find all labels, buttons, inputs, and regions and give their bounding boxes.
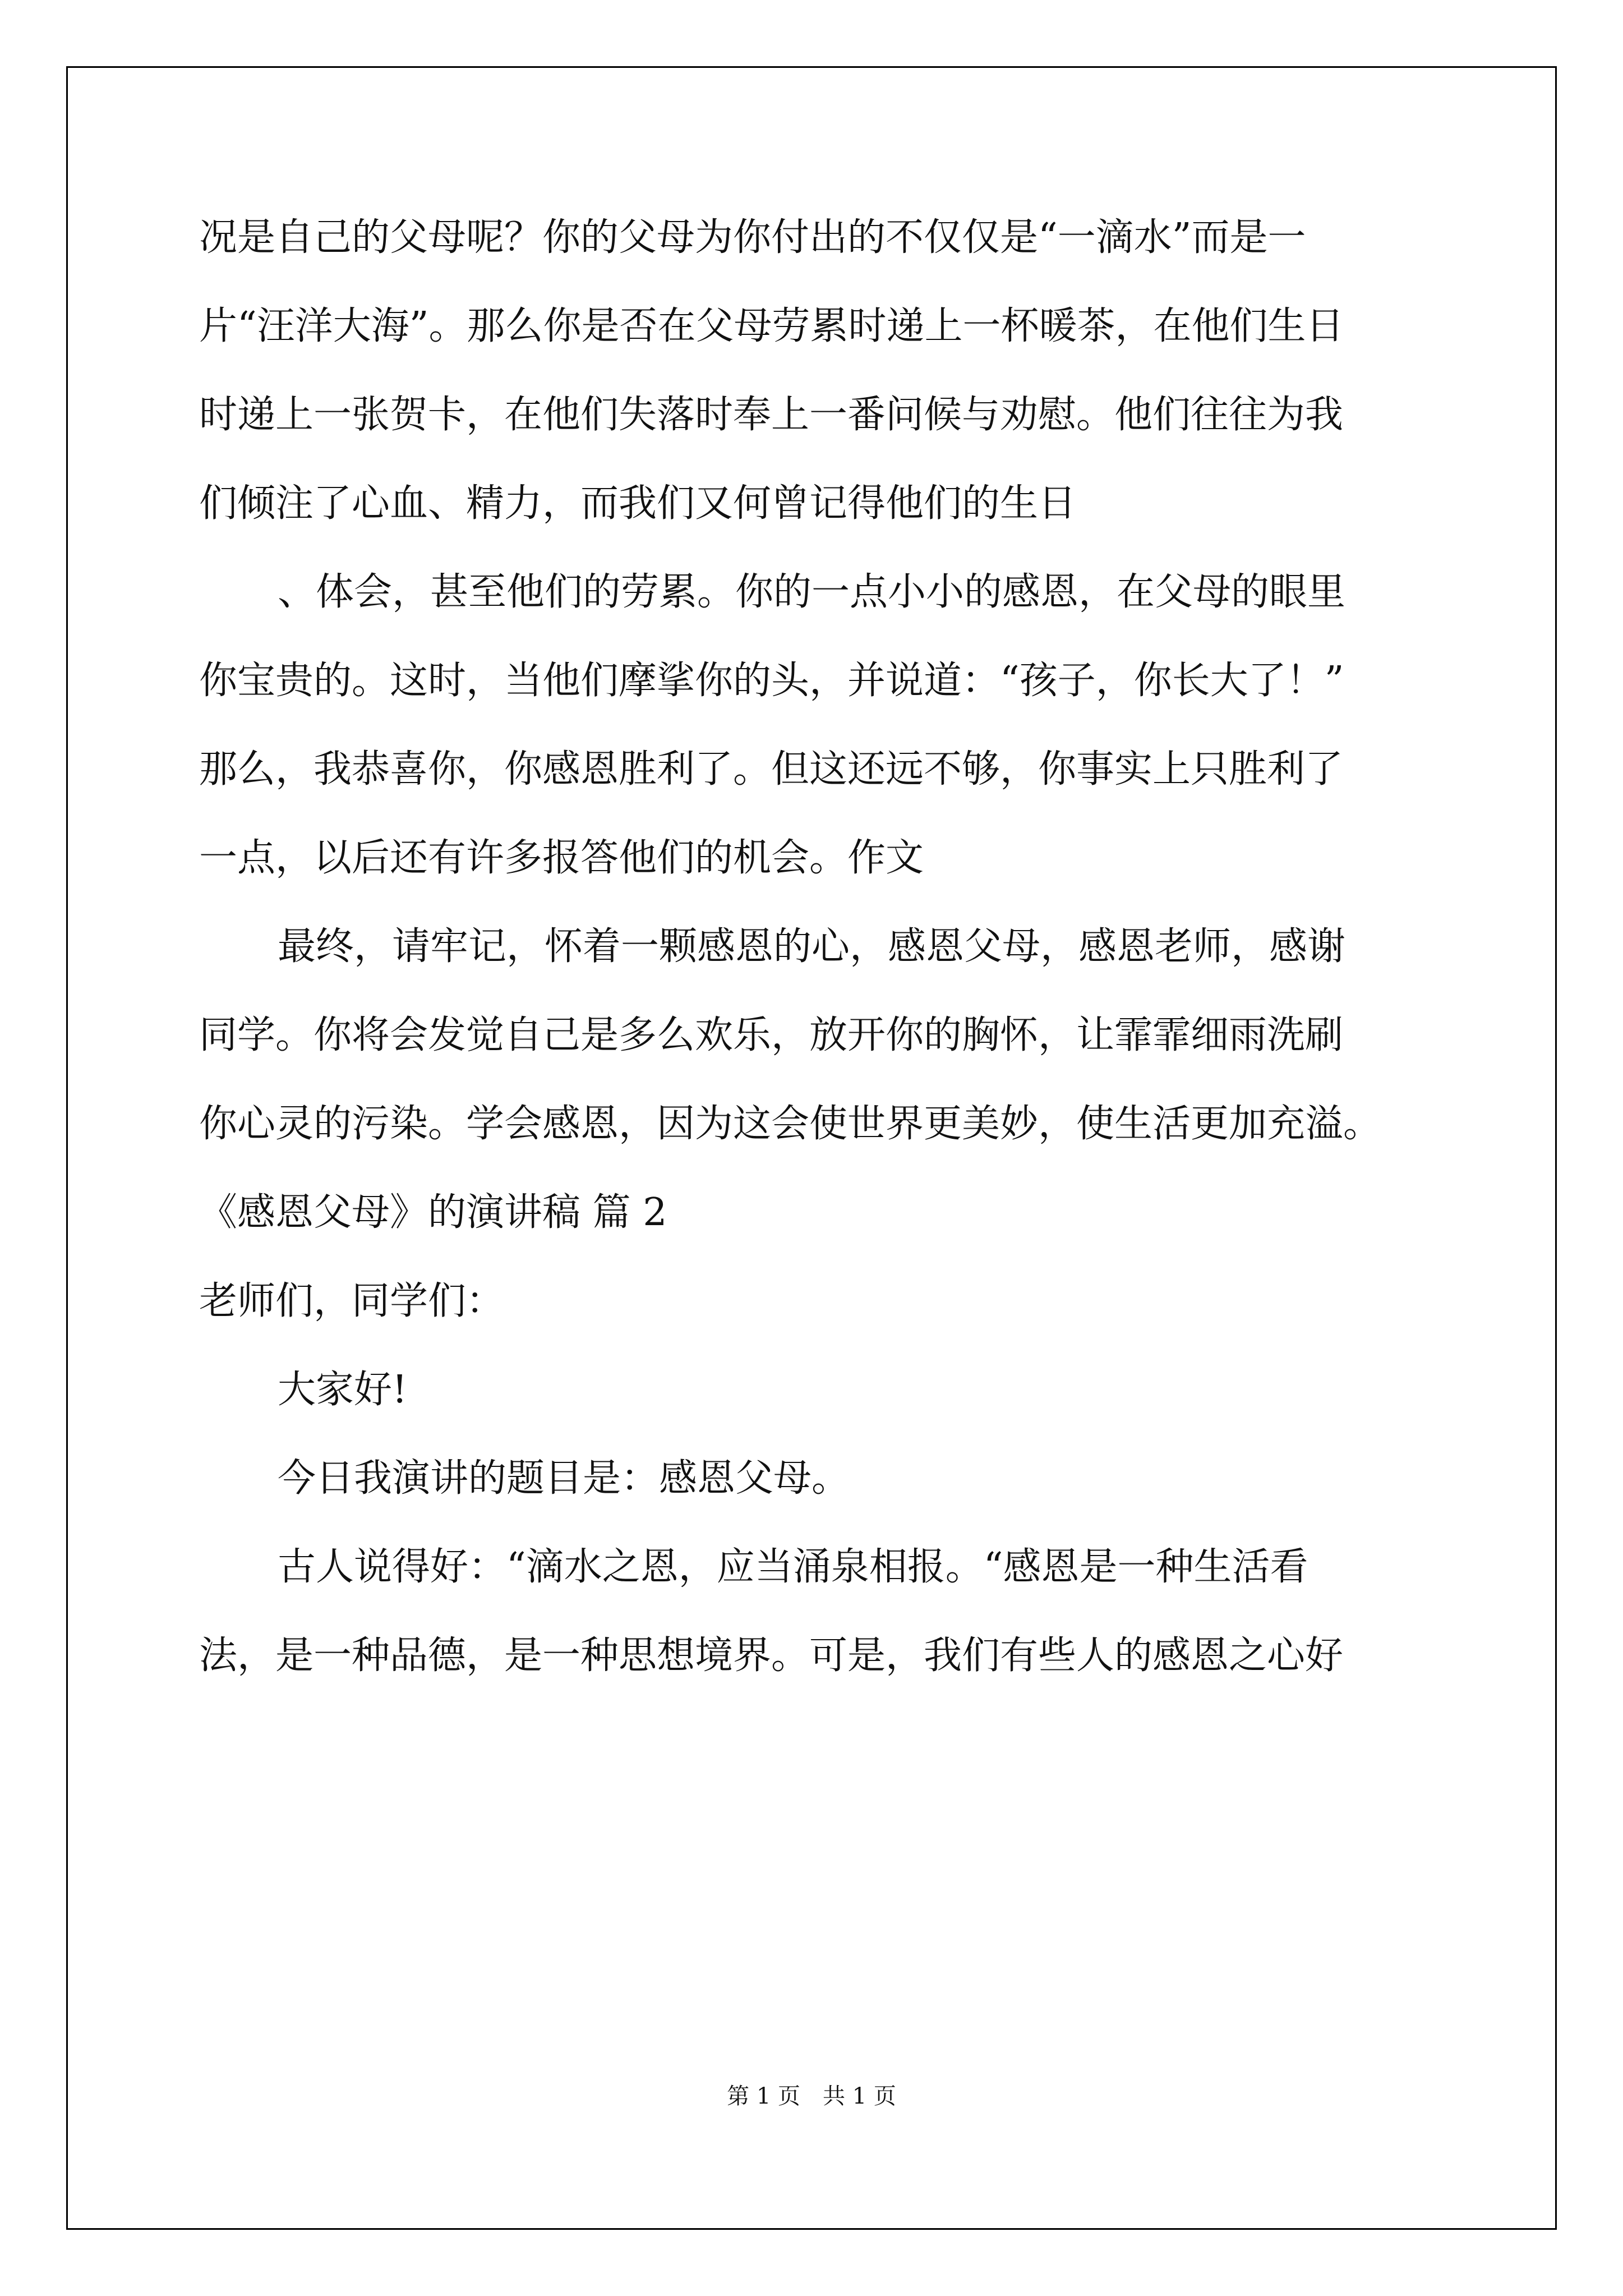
text-line: 同学。你将会发觉自己是多么欢乐，放开你的胸怀，让霏霏细雨洗刷	[199, 1013, 1344, 1057]
text-line: 片“汪洋大海”。那么你是否在父母劳累时递上一杯暖茶，在他们生日	[199, 304, 1344, 348]
text-line: 法，是一种品德，是一种思想境界。可是，我们有些人的感恩之心好	[199, 1634, 1344, 1678]
text-line: 你宝贵的。这时，当他们摩挲你的头，并说道：“孩子，你长大了！”	[199, 659, 1344, 703]
section-heading: 《感恩父母》的演讲稿 篇 2	[199, 1190, 667, 1235]
text-line: 时递上一张贺卡，在他们失落时奉上一番问候与劝慰。他们往往为我	[199, 393, 1344, 437]
text-line: 古人说得好：“滴水之恩，应当涌泉相报。“感恩是一种生活看	[278, 1545, 1308, 1589]
page-number: 第 1 页 共 1 页	[727, 2083, 896, 2109]
text-line: 你心灵的污染。学会感恩，因为这会使世界更美妙，使生活更加充溢。	[199, 1102, 1382, 1146]
text-line: 、体会，甚至他们的劳累。你的一点小小的感恩，在父母的眼里	[278, 570, 1346, 614]
salutation: 老师们，同学们：	[199, 1279, 505, 1323]
text-line: 最终，请牢记，怀着一颗感恩的心，感恩父母，感恩老师，感谢	[278, 924, 1346, 969]
text-line: 今日我演讲的题目是：感恩父母。	[278, 1456, 850, 1501]
text-line: 况是自己的父母呢？你的父母为你付出的不仅仅是“一滴水”而是一	[199, 215, 1306, 260]
greeting: 大家好!	[278, 1368, 408, 1412]
text-line: 一点，以后还有许多报答他们的机会。作文	[199, 836, 924, 880]
text-line: 们倾注了心血、精力，而我们又何曾记得他们的生日	[199, 481, 1077, 526]
document-body	[199, 194, 1467, 1700]
text-line: 那么，我恭喜你，你感恩胜利了。但这还远不够，你事实上只胜利了	[199, 747, 1344, 792]
